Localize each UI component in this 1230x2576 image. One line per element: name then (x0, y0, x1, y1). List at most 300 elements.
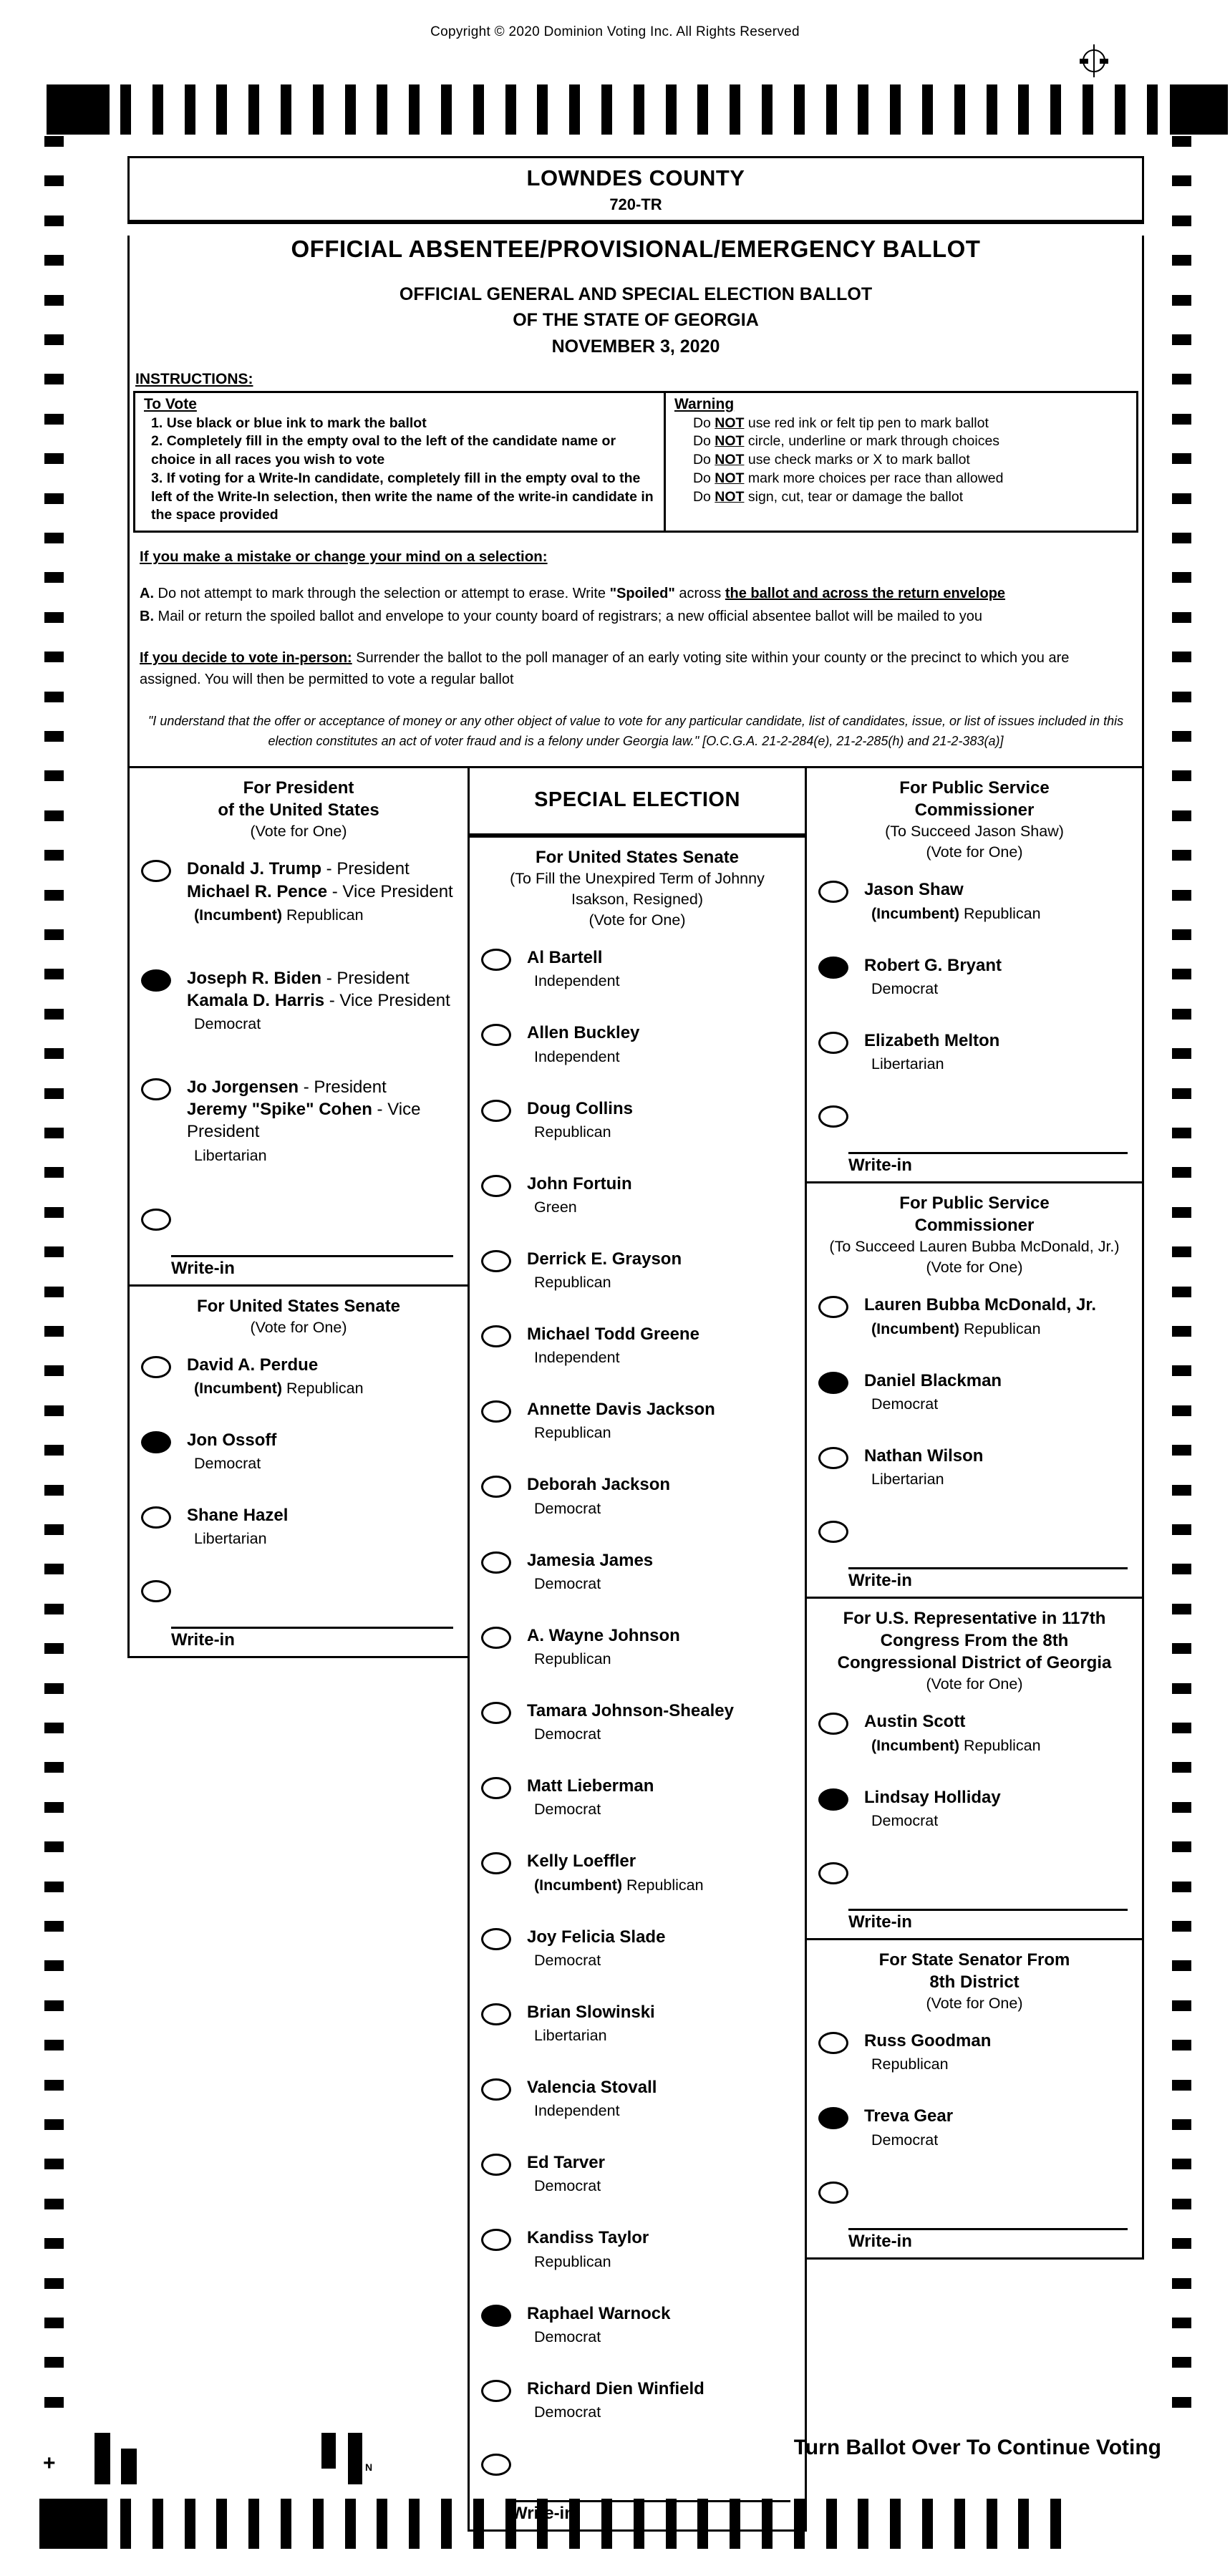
candidate-text (187, 858, 453, 924)
timing-mark (1172, 572, 1191, 583)
timing-mark (44, 1287, 64, 1297)
timing-mark (44, 1365, 64, 1376)
write-in-label: Write-in (848, 1155, 912, 1175)
candidate-row (470, 1763, 805, 1839)
contest-header (807, 768, 1142, 867)
candidate-row (807, 1699, 1142, 1774)
candidate-oval[interactable] (481, 1250, 511, 1272)
timing-mark (1172, 2357, 1191, 2368)
write-in-label: Write-in (848, 1912, 912, 1932)
timing-mark (44, 770, 64, 781)
timing-mark (441, 2499, 452, 2549)
timing-mark (1050, 2499, 1061, 2549)
timing-mark (697, 84, 708, 135)
write-in-block (807, 1093, 1142, 1181)
candidate-oval[interactable] (481, 1325, 511, 1347)
candidate-text (527, 1248, 682, 1292)
timing-mark (377, 2499, 387, 2549)
timing-mark (1172, 1723, 1191, 1733)
timing-mark (537, 2499, 548, 2549)
timing-mark (44, 1921, 64, 1932)
contest-vote-for: (Vote for One) (926, 1675, 1023, 1693)
contest-box (130, 768, 468, 1284)
timing-mark (44, 136, 64, 147)
contest-vote-for: (Vote for One) (250, 1318, 347, 1336)
candidate-party: (Incumbent) Republican (194, 906, 364, 924)
timing-mark (345, 2499, 356, 2549)
ballot-upper-section (127, 236, 1144, 766)
candidate-text (527, 1473, 670, 1517)
timing-mark (44, 1564, 64, 1574)
candidate-row (130, 1493, 468, 1568)
timing-mark (121, 2449, 137, 2484)
contest-title: For President (243, 778, 354, 798)
candidate-row (470, 2291, 805, 2366)
candidate-text (527, 1700, 734, 1743)
timing-mark (1172, 969, 1191, 979)
candidate-oval[interactable] (818, 1713, 848, 1735)
candidate-oval[interactable] (481, 2305, 511, 2327)
to-vote-item: 3. If voting for a Write-In candidate, completely fill in the empty oval to the left of the Write-In selection, then write the name of the write-in candidate in the space provided (151, 470, 654, 523)
candidate-party: Democrat (534, 1574, 601, 1592)
candidate-oval[interactable] (818, 1447, 848, 1469)
timing-mark (1083, 84, 1093, 135)
timing-mark (44, 2159, 64, 2169)
timing-mark (1018, 2499, 1029, 2549)
timing-mark (794, 2499, 805, 2549)
write-in-oval[interactable] (818, 1862, 848, 1884)
timing-mark (44, 1723, 64, 1733)
candidate-party: Republican (534, 1274, 611, 1292)
timing-mark (281, 2499, 291, 2549)
contest-box (807, 1597, 1142, 1938)
candidate-text (527, 1323, 699, 1367)
candidate-oval[interactable] (481, 1551, 511, 1574)
candidate-oval[interactable] (481, 2229, 511, 2251)
candidate-party: Democrat (534, 2403, 601, 2421)
candidate-oval[interactable] (141, 1506, 171, 1529)
candidate-row (807, 1433, 1142, 1509)
candidate-row (470, 2065, 805, 2140)
timing-mark (44, 890, 64, 901)
write-in-block (807, 1509, 1142, 1597)
candidate-party: Democrat (871, 1811, 939, 1829)
timing-mark (44, 1882, 64, 1892)
to-vote-item: 2. Completely fill in the empty oval to the left of the candidate name or choice in all races you wish to vote (151, 433, 616, 468)
candidate-name: Derrick E. Grayson (527, 1249, 682, 1269)
contest-title: Congressional District of Georgia (837, 1653, 1112, 1673)
timing-mark (44, 692, 64, 702)
candidate-party: (Incumbent) Republican (194, 1380, 364, 1398)
timing-mark (1172, 1841, 1191, 1852)
contest-header (470, 838, 805, 935)
contest-vote-for: (Vote for One) (926, 1259, 1023, 1277)
candidate-oval[interactable] (481, 2078, 511, 2101)
candidate-name: Jo Jorgensen - President (187, 1078, 387, 1098)
timing-mark (44, 2238, 64, 2249)
candidate-row (470, 1462, 805, 1537)
candidate-oval[interactable] (481, 1627, 511, 1649)
candidate-text (864, 878, 1041, 922)
timing-mark (826, 2499, 837, 2549)
timing-mark (1172, 2000, 1191, 2011)
copyright-line: Copyright © 2020 Dominion Voting Inc. All Rights Reserved (430, 24, 800, 39)
candidate-oval[interactable] (818, 2107, 848, 2129)
contest-title: For Public Service (899, 1193, 1050, 1213)
warning-heading: Warning (674, 395, 735, 412)
contest-title: For State Senator From (878, 1950, 1070, 1970)
write-in-label: Write-in (848, 1570, 912, 1590)
timing-mark (44, 1960, 64, 1971)
candidate-name: Shane Hazel (187, 1506, 289, 1526)
contest-column (468, 766, 807, 2532)
timing-mark (44, 1405, 64, 1416)
timing-mark (1172, 1683, 1191, 1694)
candidate-row (470, 2366, 805, 2441)
candidate-oval[interactable] (818, 1032, 848, 1054)
contest-title: Congress From the 8th (880, 1631, 1069, 1651)
timing-mark (473, 2499, 484, 2549)
timing-mark (216, 84, 227, 135)
candidate-name: John Fortuin (527, 1173, 632, 1193)
timing-mark (44, 929, 64, 940)
timing-mark (1172, 1246, 1191, 1257)
ballot-subtitle (130, 281, 1142, 359)
candidate-row (470, 1538, 805, 1613)
candidate-oval[interactable] (481, 2003, 511, 2025)
timing-mark (601, 2499, 612, 2549)
candidate-text (187, 1429, 276, 1473)
candidate-oval[interactable] (818, 881, 848, 903)
contest-title: For United States Senate (535, 847, 740, 867)
timing-mark (1172, 1762, 1191, 1773)
timing-mark (44, 612, 64, 623)
contest-column (127, 766, 470, 1658)
timing-mark (345, 84, 356, 135)
candidate-name: Russ Goodman (864, 2031, 992, 2051)
timing-mark (377, 84, 387, 135)
timing-mark (1172, 453, 1191, 464)
timing-mark (120, 84, 131, 135)
candidate-text (864, 1786, 1001, 1830)
candidate-party: Democrat (534, 2328, 601, 2345)
timing-mark (44, 2357, 64, 2368)
candidate-party: Democrat (871, 2131, 939, 2149)
candidate-row (807, 867, 1142, 942)
candidate-name: David A. Perdue (187, 1355, 319, 1375)
contest-box (807, 768, 1142, 1181)
timing-mark (95, 2433, 110, 2484)
timing-mark (44, 2318, 64, 2328)
timing-mark (1172, 2397, 1191, 2408)
candidate-row (130, 846, 468, 955)
candidate-party: Independent (534, 1349, 620, 1367)
candidate-party: Democrat (534, 1499, 601, 1517)
timing-mark (1172, 929, 1191, 940)
candidate-name: Brian Slowinski (527, 2002, 655, 2022)
candidate-text (527, 2303, 671, 2346)
candidate-oval[interactable] (818, 2032, 848, 2054)
candidate-oval[interactable] (141, 1078, 171, 1100)
timing-mark (321, 2433, 336, 2469)
timing-mark (44, 2000, 64, 2011)
timing-mark (569, 2499, 580, 2549)
candidate-text (864, 1030, 999, 1073)
registration-crosshair-icon (1078, 44, 1110, 77)
timing-mark (1172, 2119, 1191, 2130)
timing-mark (44, 652, 64, 662)
candidate-oval[interactable] (481, 2154, 511, 2176)
timing-mark (1172, 770, 1191, 781)
timing-mark (44, 1167, 64, 1178)
to-vote-heading: To Vote (144, 395, 197, 412)
candidate-row (470, 1839, 805, 1914)
warning-item: Do NOT mark more choices per race than allowed (692, 470, 1004, 486)
candidate-party: (Incumbent) Republican (871, 1736, 1041, 1754)
timing-mark (1172, 2080, 1191, 2091)
candidate-party: Democrat (871, 1395, 939, 1413)
timing-mark (1172, 2199, 1191, 2209)
candidate-name: Matt Lieberman (527, 1776, 654, 1796)
warning-item: Do NOT sign, cut, tear or damage the ballot (692, 488, 964, 505)
timing-mark (120, 2499, 131, 2549)
candidate-name: Allen Buckley (527, 1023, 640, 1043)
candidate-oval[interactable] (818, 957, 848, 979)
timing-mark (666, 84, 677, 135)
timing-mark (313, 2499, 324, 2549)
contest-title: For Public Service (899, 778, 1050, 798)
timing-mark (44, 255, 64, 266)
candidate-oval[interactable] (481, 1024, 511, 1046)
write-in-oval[interactable] (141, 1209, 171, 1231)
candidate-oval[interactable] (818, 1788, 848, 1811)
contest-header (807, 1940, 1142, 2018)
contest-columns (127, 766, 1144, 2532)
candidate-text (527, 1926, 665, 1970)
candidate-oval[interactable] (481, 1400, 511, 1423)
timing-mark (185, 2499, 195, 2549)
warning-cell (666, 393, 1136, 531)
write-in-oval[interactable] (141, 1580, 171, 1602)
candidate-name: Jon Ossoff (187, 1430, 277, 1451)
timing-mark (44, 1128, 64, 1138)
timing-mark (44, 1048, 64, 1059)
candidate-party: Libertarian (871, 1055, 944, 1072)
timing-mark (730, 2499, 740, 2549)
timing-mark (1172, 1326, 1191, 1337)
timing-mark (1172, 255, 1191, 266)
timing-mark (1172, 850, 1191, 861)
candidate-text (527, 2227, 649, 2270)
registration-plus-mark: + (43, 2451, 56, 2475)
candidate-oval[interactable] (141, 969, 171, 992)
timing-mark (44, 1246, 64, 1257)
timing-mark (1172, 374, 1191, 384)
candidate-text (864, 1294, 1096, 1337)
write-in-oval[interactable] (818, 2182, 848, 2204)
ballot-header (127, 156, 1144, 224)
timing-mark (1172, 890, 1191, 901)
contest-vote-for: (Vote for One) (250, 823, 347, 841)
timing-mark (987, 84, 997, 135)
timing-mark (762, 2499, 773, 2549)
candidate-text (527, 2076, 657, 2120)
candidate-oval[interactable] (481, 1100, 511, 1122)
timing-mark (1172, 1088, 1191, 1099)
candidate-oval[interactable] (141, 1431, 171, 1453)
timing-mark (216, 2499, 227, 2549)
candidate-row (470, 1010, 805, 1085)
timing-mark (1172, 692, 1191, 702)
timing-mark (1172, 2159, 1191, 2169)
candidate-row (470, 2140, 805, 2215)
ballot-main-box (127, 156, 1144, 2532)
contest-title: For U.S. Representative in 117th (843, 1608, 1106, 1628)
timing-mark (858, 84, 868, 135)
candidate-oval[interactable] (818, 1372, 848, 1394)
contest-title: 8th District (929, 1972, 1020, 1992)
write-in-label (511, 2502, 795, 2529)
timing-mark (1172, 1405, 1191, 1416)
candidate-oval[interactable] (141, 1356, 171, 1378)
candidate-oval[interactable] (818, 1296, 848, 1318)
candidate-party: Republican (534, 1424, 611, 1442)
timing-mark (44, 572, 64, 583)
write-in-block (807, 1850, 1142, 1938)
timing-mark (1172, 175, 1191, 186)
candidate-oval[interactable] (481, 1852, 511, 1874)
timing-mark (44, 1762, 64, 1773)
timing-mark (1172, 1643, 1191, 1654)
candidate-row (807, 943, 1142, 1018)
timing-mark (185, 84, 195, 135)
timing-mark (44, 374, 64, 384)
candidate-oval[interactable] (481, 1928, 511, 1950)
timing-mark (1050, 84, 1061, 135)
candidate-party: (Incumbent) Republican (871, 904, 1041, 922)
timing-mark (44, 175, 64, 186)
timing-mark (634, 2499, 644, 2549)
timing-mark (1172, 2040, 1191, 2050)
candidate-party: Democrat (871, 979, 939, 997)
contest-box (807, 1938, 1142, 2257)
candidate-oval[interactable] (481, 949, 511, 971)
write-in-block (130, 1568, 468, 1656)
write-in-oval[interactable] (481, 2454, 511, 2476)
timing-mark (1172, 2278, 1191, 2289)
timing-mark (44, 1207, 64, 1218)
timing-mark (1172, 2238, 1191, 2249)
candidate-party: Independent (534, 972, 620, 990)
subtitle-line: NOVEMBER 3, 2020 (551, 336, 720, 357)
timing-mark (44, 1485, 64, 1496)
timing-mark (441, 84, 452, 135)
timing-mark (1172, 334, 1191, 345)
timing-mark (634, 84, 644, 135)
timing-mark (1172, 533, 1191, 543)
timing-mark (152, 2499, 163, 2549)
candidate-party: Independent (534, 2102, 620, 2120)
timing-mark (44, 2397, 64, 2408)
contest-header (807, 1183, 1142, 1282)
timing-mark (666, 2499, 677, 2549)
candidate-row (130, 1342, 468, 1418)
timing-mark (1172, 1365, 1191, 1376)
ballot-title: OFFICIAL ABSENTEE/PROVISIONAL/EMERGENCY BALLOT (291, 236, 981, 262)
warning-item: Do NOT use red ink or felt tip pen to mark ballot (692, 415, 989, 431)
candidate-oval[interactable] (481, 1175, 511, 1197)
timing-mark (44, 295, 64, 306)
timing-mark (1172, 1960, 1191, 1971)
contest-subtitle: (To Fill the Unexpired Term of Johnny (510, 870, 765, 888)
candidate-text (527, 1098, 633, 1141)
timing-mark (1172, 1445, 1191, 1456)
candidate-name: Deborah Jackson (527, 1475, 671, 1495)
timing-mark (858, 2499, 868, 2549)
candidate-name: Lindsay Holliday (864, 1787, 1001, 1807)
candidate-row (470, 2215, 805, 2290)
timing-mark (954, 84, 965, 135)
candidate-party: Democrat (534, 2177, 601, 2195)
timing-mark (1172, 295, 1191, 306)
timing-mark (601, 84, 612, 135)
timing-mark (44, 533, 64, 543)
candidate-party: (Incumbent) Republican (534, 1876, 704, 1894)
timing-mark (44, 850, 64, 861)
candidate-row (470, 1613, 805, 1688)
timing-mark (1172, 1882, 1191, 1892)
candidate-party: (Incumbent) Republican (871, 1320, 1041, 1337)
contest-subtitle: Isakson, Resigned) (571, 891, 704, 909)
timing-mark (1172, 1207, 1191, 1218)
contest-box (130, 1284, 468, 1657)
candidate-row (470, 1161, 805, 1236)
candidate-oval[interactable] (481, 1476, 511, 1498)
candidate-oval[interactable] (141, 860, 171, 882)
small-n-mark: N (365, 2461, 373, 2473)
write-in-oval[interactable] (818, 1521, 848, 1543)
candidate-party: Green (534, 1198, 577, 1216)
candidate-oval[interactable] (481, 1702, 511, 1724)
candidate-row (470, 1387, 805, 1462)
candidate-row (807, 2018, 1142, 2093)
timing-mark (1172, 1524, 1191, 1535)
warning-items (674, 415, 1128, 507)
timing-mark (44, 334, 64, 345)
candidate-oval[interactable] (481, 2380, 511, 2402)
candidate-name: Daniel Blackman (864, 1370, 1002, 1390)
timing-mark (1172, 136, 1191, 147)
candidate-oval[interactable] (481, 1777, 511, 1799)
timing-mark (44, 2040, 64, 2050)
timing-mark (697, 2499, 708, 2549)
write-in-label: Write-in (848, 2231, 912, 2251)
running-mate-name: Jeremy "Spike" Cohen - Vice President (187, 1100, 421, 1142)
candidate-name: A. Wayne Johnson (527, 1625, 680, 1645)
timing-mark (826, 84, 837, 135)
timing-mark (248, 84, 259, 135)
candidate-row (130, 1418, 468, 1493)
candidate-text (527, 1775, 654, 1819)
timing-mark (1172, 1048, 1191, 1059)
timing-mark (44, 1802, 64, 1813)
contest-box (470, 836, 805, 2529)
contest-subtitle: (To Succeed Lauren Bubba McDonald, Jr.) (829, 1238, 1120, 1256)
candidate-name: Lauren Bubba McDonald, Jr. (864, 1295, 1097, 1315)
write-in-oval[interactable] (818, 1105, 848, 1128)
timing-mark (1172, 1128, 1191, 1138)
subtitle-line: OFFICIAL GENERAL AND SPECIAL ELECTION BALLOT (399, 284, 873, 304)
